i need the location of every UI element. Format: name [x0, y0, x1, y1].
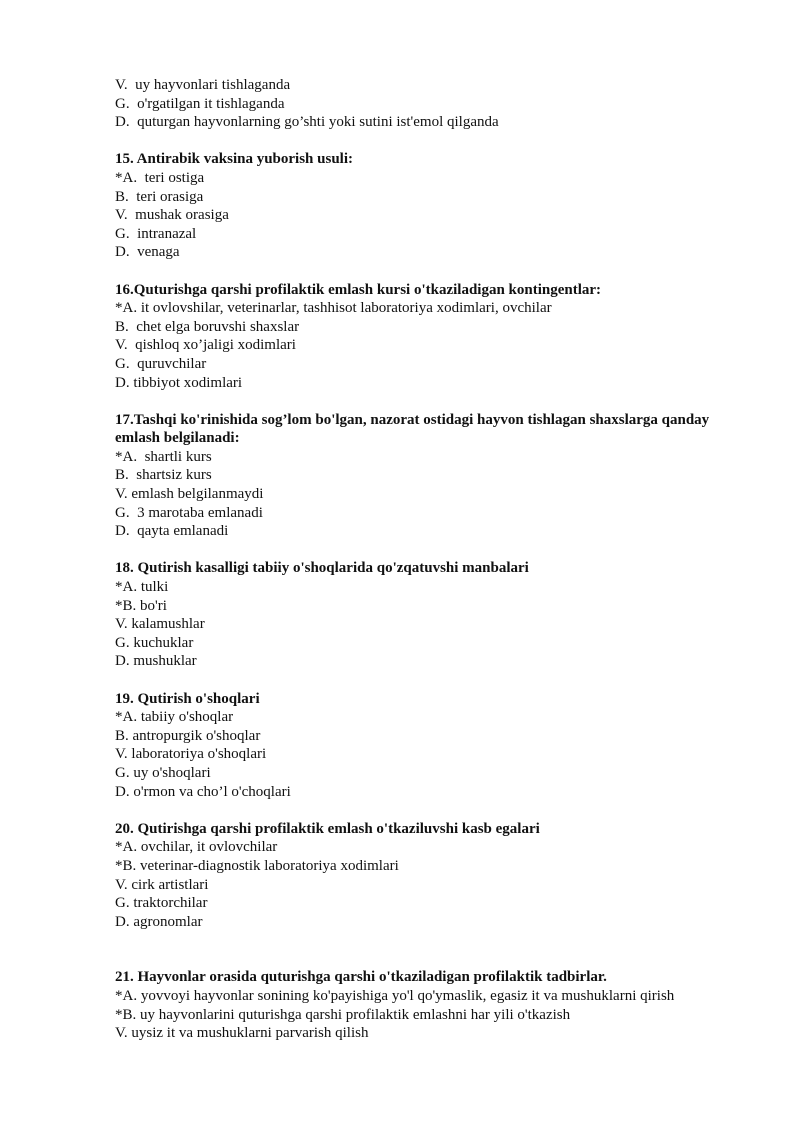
option-line: V. mushak orasiga: [115, 207, 229, 224]
option-line: V. cirk artistlari: [115, 876, 209, 893]
option-line: G. uy o'shoqlari: [115, 764, 211, 781]
option-line: G. quruvchilar: [115, 355, 207, 372]
option-line: G. traktorchilar: [115, 895, 208, 912]
option-line: *B. bo'ri: [115, 597, 167, 614]
option-line: B. teri orasiga: [115, 188, 204, 205]
option-line: *B. uy hayvonlarini quturishga qarshi profilaktik emlashni har yili o'tkazish: [115, 1006, 571, 1023]
question-21: [115, 968, 755, 1042]
question-title: 16.Quturishga qarshi profilaktik emlash kursi o'tkaziladigan kontingentlar:: [115, 281, 602, 298]
option-line: B. antropurgik o'shoqlar: [115, 727, 261, 744]
option-line: B. chet elga boruvshi shaxslar: [115, 318, 300, 335]
option-line: G. o'rgatilgan it tishlaganda: [115, 95, 285, 112]
option-line: V. qishloq xo’jaligi xodimlari: [115, 337, 296, 354]
option-line: D. mushuklar: [115, 653, 197, 670]
option-line: V. emlash belgilanmaydi: [115, 486, 264, 503]
option-line: G. intranazal: [115, 225, 197, 242]
option-line: D. quturgan hayvonlarning go’shti yoki sutini ist'emol qilganda: [115, 114, 499, 131]
option-line: *A. shartli kurs: [115, 448, 212, 465]
option-line: D. agronomlar: [115, 913, 203, 930]
option-line: B. shartsiz kurs: [115, 467, 212, 484]
option-line: V. kalamushlar: [115, 616, 205, 633]
option-line: D. o'rmon va cho’l o'choqlari: [115, 783, 291, 800]
option-line: D. qayta emlanadi: [115, 523, 229, 540]
option-line: *A. tabiiy o'shoqlar: [115, 709, 234, 726]
option-line: *A. tulki: [115, 579, 169, 596]
intro-options-block: [115, 76, 755, 132]
question-19: [115, 690, 755, 802]
document-page: [115, 76, 755, 1061]
question-title: 18. Qutirish kasalligi tabiiy o'shoqlarida qo'zqatuvshi manbalari: [115, 560, 529, 577]
option-line: *A. teri ostiga: [115, 169, 205, 186]
question-title: 19. Qutirish o'shoqlari: [115, 690, 260, 707]
question-title: 15. Antirabik vaksina yuborish usuli:: [115, 151, 354, 168]
option-line: G. 3 marotaba emlanadi: [115, 504, 263, 521]
question-title: 21. Hayvonlar orasida quturishga qarshi o'tkaziladigan profilaktik tadbirlar.: [115, 969, 607, 986]
option-line: *A. ovchilar, it ovlovchilar: [115, 839, 278, 856]
option-line: *A. yovvoyi hayvonlar sonining ko'payishiga yo'l qo'ymaslik, egasiz it va mushuklarni qirish: [115, 987, 675, 1004]
option-line: *A. it ovlovshilar, veterinarlar, tashhisot laboratoriya xodimlari, ovchilar: [115, 300, 552, 317]
question-title: 20. Qutirishga qarshi profilaktik emlash o'tkaziluvshi kasb egalari: [115, 820, 540, 837]
question-16: [115, 281, 755, 393]
question-20: [115, 820, 755, 932]
question-18: [115, 559, 755, 671]
option-line: V. uy hayvonlari tishlaganda: [115, 77, 291, 93]
question-15: [115, 150, 755, 262]
option-line: *B. veterinar-diagnostik laboratoriya xodimlari: [115, 857, 399, 874]
option-line: V. uysiz it va mushuklarni parvarish qilish: [115, 1025, 369, 1042]
question-17: [115, 411, 755, 541]
question-title: 17.Tashqi ko'rinishida sog’lom bo'lgan, nazorat ostidagi hayvon tishlagan shaxslarga qanday emlash belgilanadi:: [115, 411, 710, 447]
option-line: D. venaga: [115, 244, 180, 261]
option-line: D. tibbiyot xodimlari: [115, 374, 243, 391]
option-line: G. kuchuklar: [115, 634, 194, 651]
option-line: V. laboratoriya o'shoqlari: [115, 746, 267, 763]
